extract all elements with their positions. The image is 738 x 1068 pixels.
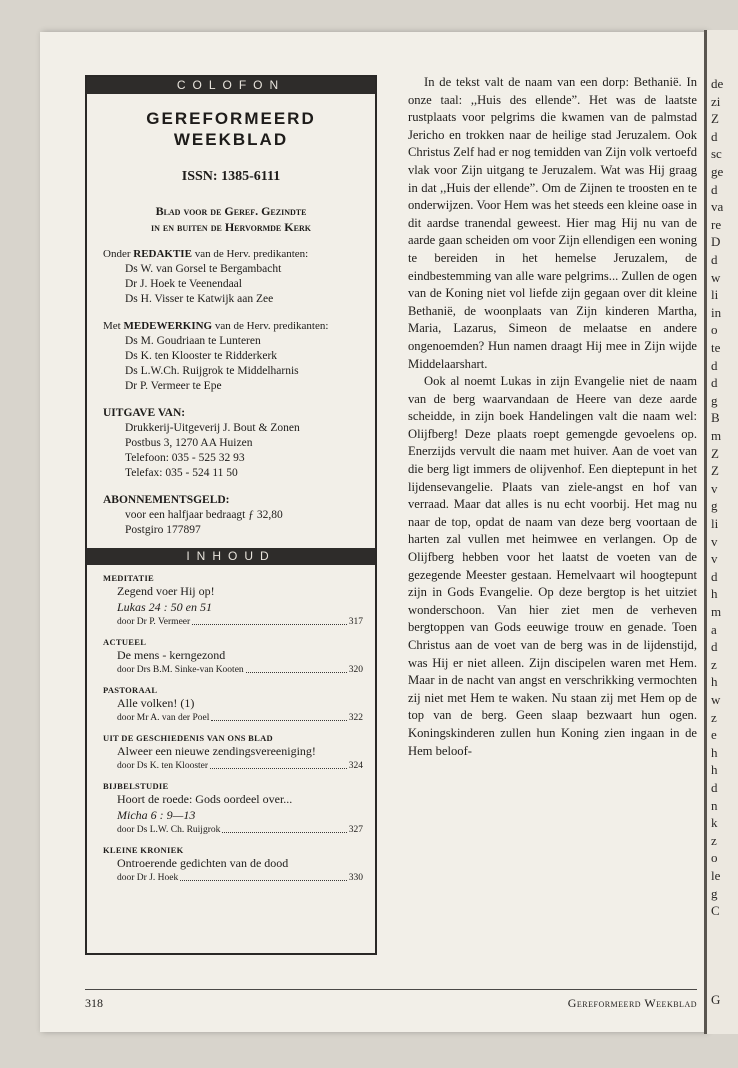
toc-title: Hoort de roede: Gods oordeel over...: [117, 792, 293, 806]
medewerking-member: Ds K. ten Klooster te Ridderkerk: [125, 350, 278, 362]
next-page-text-fragment: de: [711, 76, 724, 91]
next-page-text-fragment: sc: [711, 146, 722, 162]
next-page-text-fragment: Z: [711, 445, 719, 461]
next-page-text-fragment: li: [711, 516, 719, 531]
next-page-text-fragment: d: [711, 357, 718, 373]
medewerking-member: Dr P. Vermeer te Epe: [125, 380, 222, 392]
colofon-box: [85, 75, 377, 955]
next-page-text-fragment: g: [711, 392, 718, 408]
medewerking-block: [103, 319, 375, 394]
page-number: 318: [85, 996, 103, 1010]
next-page-text-fragment: B: [711, 410, 720, 426]
next-page-text-fragment: m: [711, 428, 722, 443]
page: [40, 32, 706, 1032]
toc-byline: door Dr J. Hoek 330: [117, 873, 363, 883]
next-page-text-fragment: w: [711, 692, 721, 707]
uitgave-line: Postbus 3, 1270 AA Huizen: [125, 437, 253, 449]
toc-title: Zegend voer Hij op!: [117, 584, 215, 598]
next-page-text-fragment: o: [711, 850, 718, 866]
next-page-text-fragment: d: [711, 128, 718, 144]
toc-byline: door Mr A. van der Poel 322: [117, 713, 363, 723]
toc-subtitle: Lukas 24 : 50 en 51: [117, 600, 212, 614]
toc-entry: [103, 781, 363, 837]
next-page-edge: [704, 30, 738, 1034]
next-page-text-fragment: h: [711, 586, 718, 602]
toc-category: UIT DE GESCHIEDENIS VAN ONS BLAD: [103, 733, 273, 743]
next-page-text-fragment: h: [711, 762, 718, 778]
toc-entry: [103, 637, 363, 677]
toc-page: 330: [348, 873, 363, 883]
toc-page: 320: [348, 665, 363, 675]
next-page-text-fragment: z: [711, 656, 717, 672]
next-page-text-fragment: Z: [711, 463, 719, 479]
toc-title: Alle volken! (1): [117, 696, 195, 710]
next-page-text-fragment: zi: [711, 93, 721, 109]
toc-byline: door Ds L.W. Ch. Ruijgrok 327: [117, 825, 363, 835]
toc-byline: door Drs B.M. Sinke-van Kooten 320: [117, 665, 363, 675]
toc-byline: door Dr P. Vermeer 317: [117, 617, 363, 627]
toc-page: 322: [348, 713, 363, 723]
next-page-text-fragment: n: [711, 797, 718, 813]
toc-category: KLEINE KRONIEK: [103, 845, 184, 855]
abonnement-line: voor een halfjaar bedraagt ƒ 32,80: [125, 509, 283, 521]
next-page-text-fragment: v: [711, 533, 718, 549]
article-paragraph-2: Ook al noemt Lukas in zijn Evangelie niet de naam van de berg waarvandaan de Heere van deze aarde scheidde, in zijn boek Handelingen valt die naam wel: Olijfberg! Deze plaats roept gemengde gevoelens op. Enerzijds vervult die naam met huiver. Aan de voet van die berg ligt immers de olijvenhof. Een dieptepunt in het lijdensevangelie. Plaats van ziele-angst en hof van verraad. Maar dat alles is nu echt voorbij. Het mag nu naar de top, opdat de naam van deze berg voortaan de harten zal vullen met heimwee en verlangen. Op de Olijfberg hebben voor het laatst de voeten van de gezegende Meester gestaan. Hemelvaart wil hoogtepunt zijn in Gods Evangelie. Op deze bergtop is het uitziet wonderschoon. Van hier ziet men de verheven bergtoppen van Gods eeuwige trouw en genade. Toen Christus aan de voet van de berg was in de lijdenstijd, was Hij er niet alleen. Zijn discipelen waren met Hem. Maar in de nacht van angst en verschrikking vermochten zij niet met Hem te waken. Nu staan zij met Hem op de top van de berg. Geen slaap bezwaart hun ogen. Koningskinderen zullen hun Koning zien ingaan in de Hem beloof-: [408, 374, 697, 758]
next-page-text-fragment: ge: [711, 164, 724, 179]
redaktie-member: Ds H. Visser te Katwijk aan Zee: [125, 293, 274, 305]
next-page-text-fragment: d: [711, 568, 718, 584]
next-page-text-fragment: in: [711, 304, 722, 320]
next-page-footer-fragment: G: [711, 992, 721, 1007]
uitgave-line: Telefoon: 035 - 525 32 93: [125, 452, 245, 464]
next-page-text-fragment: Z: [711, 111, 719, 127]
next-page-text-fragment: D: [711, 234, 721, 250]
article-paragraph-1: In de tekst valt de naam van een dorp: Bethanië. In onze taal: ,,Huis des ellende”. Het was de laatste rustplaats voor pelgrims die kwamen van de palmstad Jericho en trokken naar de heilige stad Jeruzalem. Ook Christus Zelf had er nog temidden van Zijn volk vertoefd vlak voor Zijn uitgang te Jeruzalem. Wat was Hij graag in dat ,,Huis der ellende”. Om de Zijnen te troosten en te onderwijzen. Voor Hem was het steeds een kleine oase in dit aardse tranendal geweest. Hier mag Hij nu van de aarde gaan scheiden om voor Zijn ellendigen een woning te bereiden in het hemelse Jeruzalem, de eindbestemming van alle ware pelgrims... Zullen de ogen van de Koning niet vol liefde zijn gegaan over dit kleine Bethanië, de woonplaats van Zijn kinderen Martha, Maria, Lazarus, Simeon de melaatse en andere ongenoemden? Hun namen draagt Hij mee in Zijn wijde Middelaarshart.: [408, 75, 697, 371]
next-page-text-fragment: a: [711, 621, 717, 637]
next-page-text-fragment: v: [711, 480, 718, 496]
toc-page: 324: [348, 761, 363, 771]
toc-entry: [103, 573, 363, 629]
toc-title: De mens - kerngezond: [117, 648, 226, 662]
footer-magazine-name: Gereformeerd Weekblad: [567, 996, 697, 1010]
next-page-text-fragment: g: [711, 498, 718, 514]
next-page-text-fragment: z: [711, 709, 717, 725]
toc-byline: door Ds K. ten Klooster 324: [117, 761, 363, 771]
next-page-text-fragment: li: [711, 287, 719, 303]
toc-entry: [103, 733, 363, 773]
redaktie-head: Onder REDAKTIE van de Herv. predikanten:: [103, 248, 309, 260]
next-page-text-fragment: re: [711, 216, 722, 232]
redaktie-block: [103, 247, 375, 307]
toc-category: PASTORAAL: [103, 685, 158, 695]
article-column: [408, 74, 697, 760]
next-page-text-fragment: k: [711, 815, 718, 831]
toc-entry: [103, 845, 363, 885]
colofon-header: COLOFON: [87, 77, 375, 94]
next-page-text-fragment: h: [711, 744, 718, 760]
subtitle: [87, 203, 375, 235]
next-page-text-fragment: d: [711, 252, 718, 267]
magazine-title-line1: GEREFORMEERD: [146, 109, 316, 128]
toc-title: Alweer een nieuwe zendingsvereeniging!: [117, 744, 316, 758]
redaktie-member: Dr J. Hoek te Veenendaal: [125, 278, 242, 290]
abonnement-block: [103, 493, 375, 538]
toc-page: 327: [348, 825, 363, 835]
toc-title: Ontroerende gedichten van de dood: [117, 856, 289, 870]
next-page-text-fragment: d: [711, 639, 718, 655]
next-page-text-fragment: va: [711, 199, 724, 215]
redaktie-member: Ds W. van Gorsel te Bergambacht: [125, 263, 282, 275]
uitgave-block: [103, 406, 375, 481]
next-page-text-fragment: o: [711, 322, 718, 338]
inhoud-header: INHOUD: [87, 548, 375, 565]
toc-category: BIJBELSTUDIE: [103, 781, 169, 791]
medewerking-member: Ds L.W.Ch. Ruijgrok te Middelharnis: [125, 365, 299, 377]
page-footer: [85, 989, 697, 1011]
table-of-contents: [103, 573, 363, 885]
next-page-text-fragment: te: [711, 340, 721, 355]
uitgave-head: UITGAVE VAN:: [103, 407, 186, 419]
subtitle-line1: Blad voor de Geref. Gezindte: [155, 204, 307, 218]
next-page-text-fragment: g: [711, 885, 718, 901]
next-page-text-fragment: d: [711, 780, 718, 795]
toc-subtitle: Micha 6 : 9—13: [117, 808, 196, 822]
magazine-title-line2: WEEKBLAD: [173, 130, 289, 149]
medewerking-member: Ds M. Goudriaan te Lunteren: [125, 335, 261, 347]
magazine-title: [87, 108, 375, 150]
next-page-text-fragment: z: [711, 832, 717, 848]
next-page-text-fragment: e: [711, 727, 717, 743]
next-page-text-fragment: v: [711, 551, 718, 567]
next-page-text-fragment: h: [711, 674, 718, 690]
next-page-text-fragment: w: [711, 269, 721, 285]
uitgave-line: Telefax: 035 - 524 11 50: [125, 467, 238, 479]
toc-entry: [103, 685, 363, 725]
abonnement-line: Postgiro 177897: [125, 524, 201, 536]
toc-category: MEDITATIE: [103, 573, 155, 583]
next-page-text-fragment: C: [711, 903, 720, 919]
abonnement-head: ABONNEMENTSGELD:: [103, 494, 230, 506]
uitgave-line: Drukkerij-Uitgeverij J. Bout & Zonen: [125, 422, 300, 434]
subtitle-line2: in en buiten de Hervormde Kerk: [151, 220, 311, 234]
toc-category: ACTUEEL: [103, 637, 147, 647]
next-page-text-fragment: d: [711, 375, 718, 391]
next-page-text-fragment: m: [711, 604, 722, 619]
next-page-text-fragment: le: [711, 868, 721, 883]
issn: ISSN: 1385-6111: [181, 169, 281, 184]
toc-page: 317: [348, 617, 363, 627]
next-page-text-fragment: d: [711, 181, 718, 197]
medewerking-head: Met MEDEWERKING van de Herv. predikanten:: [103, 320, 329, 332]
